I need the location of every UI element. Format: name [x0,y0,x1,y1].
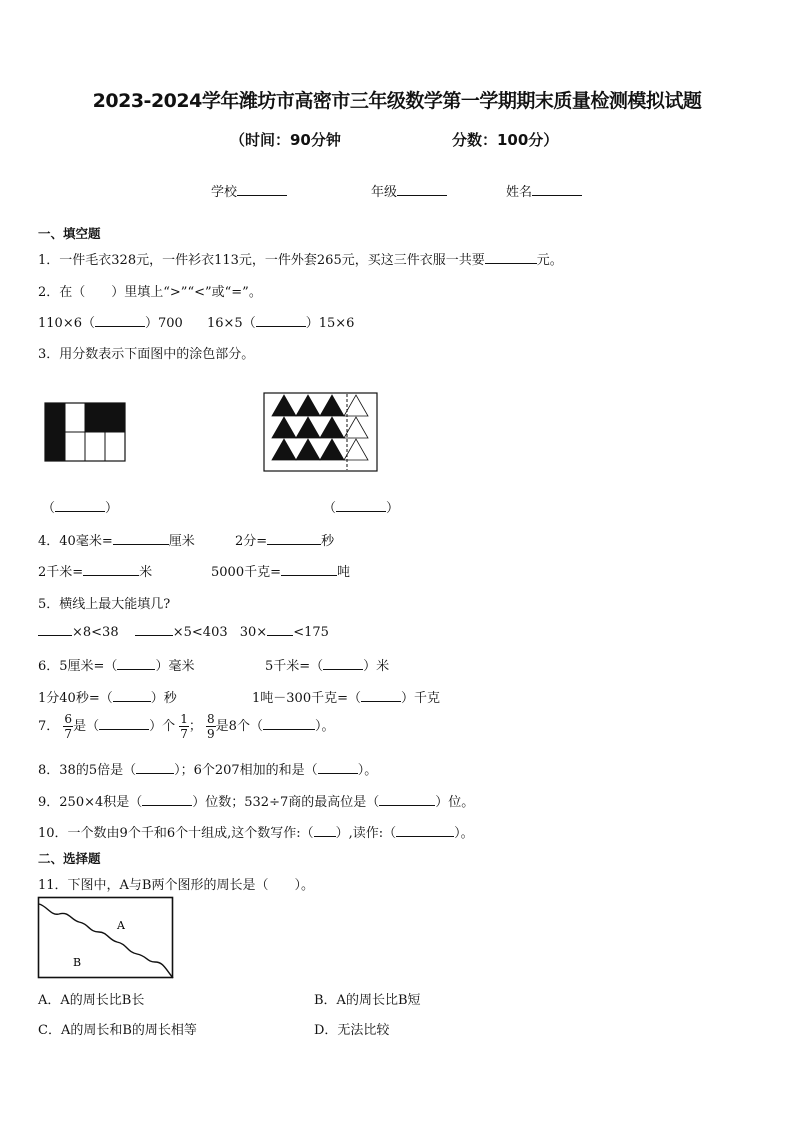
answer-blank[interactable] [99,718,149,730]
question-2b: 16×5（ ）15×6 [207,316,355,331]
question-2: 2．在（ ）里填上“>”“<”或“=”。 [38,285,262,300]
question-5: 5．横线上最大能填几? [38,597,171,612]
answer-blank[interactable] [117,658,155,670]
question-4b: 2分= 秒 [235,534,335,549]
fraction: $\frac{1}{7}$ [180,712,188,741]
answer-blank[interactable] [113,690,151,702]
answer-blank[interactable] [485,252,537,264]
answer-blank[interactable] [323,658,363,670]
perimeter-figure [37,896,175,980]
answer-blank[interactable] [314,825,336,837]
question-6b: 5千米=（ ）米 [265,659,390,674]
grade-label: 年级 [371,185,398,200]
answer-blank[interactable] [38,624,72,636]
school-field[interactable] [211,181,287,200]
shaded-triangles-figure [263,392,379,474]
question-6c: 1分40秒=（ ）秒 [38,691,177,706]
section-heading-fill: 一、填空题 [38,226,101,241]
option-a[interactable]: A．A的周长比B长 [38,993,145,1008]
option-d[interactable]: D．无法比较 [314,1023,390,1038]
answer-blank[interactable] [135,624,173,636]
answer-blank[interactable] [318,762,358,774]
answer-blank[interactable] [263,718,315,730]
section-heading-choice: 二、选择题 [38,851,101,866]
shaded-grid-figure [44,402,128,464]
question-3b-answer[interactable]: （ ） [323,501,400,516]
answer-blank[interactable] [142,794,192,806]
name-label: 姓名 [506,185,533,200]
option-b[interactable]: B．A的周长比B短 [314,993,421,1008]
school-label: 学校 [211,185,238,200]
answer-blank[interactable] [256,315,306,327]
exam-time: （时间：90分钟 [230,131,341,149]
name-field[interactable] [506,181,582,200]
question-7: 7． $\frac{6}{7}$ 是（ ）个 $\frac{1}{7}$ ； $\frac{8}{9}$ 是8个（ ）。 [38,712,335,741]
page-title: 2023-2024学年潍坊市高密市三年级数学第一学期期末质量检测模拟试题 [92,90,702,112]
question-2a: 110×6（ ）700 [38,316,183,331]
fraction: $\frac{8}{9}$ [207,712,215,741]
region-b-label: B [73,956,82,969]
question-4d: 5000千克= 吨 [211,565,350,580]
option-c[interactable]: C．A的周长和B的周长相等 [38,1023,197,1038]
question-3: 3．用分数表示下面图中的涂色部分。 [38,347,255,362]
answer-blank[interactable] [113,533,169,545]
question-11: 11．下图中，A与B两个图形的周长是（ ）。 [38,878,314,893]
fraction: $\frac{6}{7}$ [64,712,73,741]
question-4c: 2千米= 米 [38,565,153,580]
answer-blank[interactable] [267,624,293,636]
question-10: 10．一个数由9个千和6个十组成,这个数写作:（ ）,读作:（ ）。 [38,826,474,841]
answer-blank[interactable] [267,533,321,545]
answer-blank[interactable] [281,564,337,576]
question-9: 9．250×4积是（ ）位数；532÷7商的最高位是（ ）位。 [38,795,475,810]
answer-blank[interactable] [83,564,139,576]
exam-score: 分数：100分） [452,131,559,149]
answer-blank[interactable] [379,794,435,806]
answer-blank[interactable] [361,690,401,702]
answer-blank[interactable] [136,762,174,774]
answer-blank[interactable] [396,825,454,837]
question-4a: 4．40毫米= 厘米 [38,534,195,549]
grade-field[interactable] [371,181,447,200]
question-1: 1．一件毛衣328元，一件衫衣113元，一件外套265元，买这三件衣服一共要 元。 [38,253,563,268]
question-8: 8．38的5倍是（ ）；6个207相加的和是（ ）。 [38,763,378,778]
question-6d: 1吨－300千克=（ ）千克 [252,691,440,706]
region-a-label: A [117,919,125,932]
answer-blank[interactable] [95,315,145,327]
question-5-items: ×8<38 ×5<403 30× <175 [38,624,329,640]
question-6a: 6．5厘米=（ ）毫米 [38,659,195,674]
question-3a-answer[interactable]: （ ） [42,501,119,516]
